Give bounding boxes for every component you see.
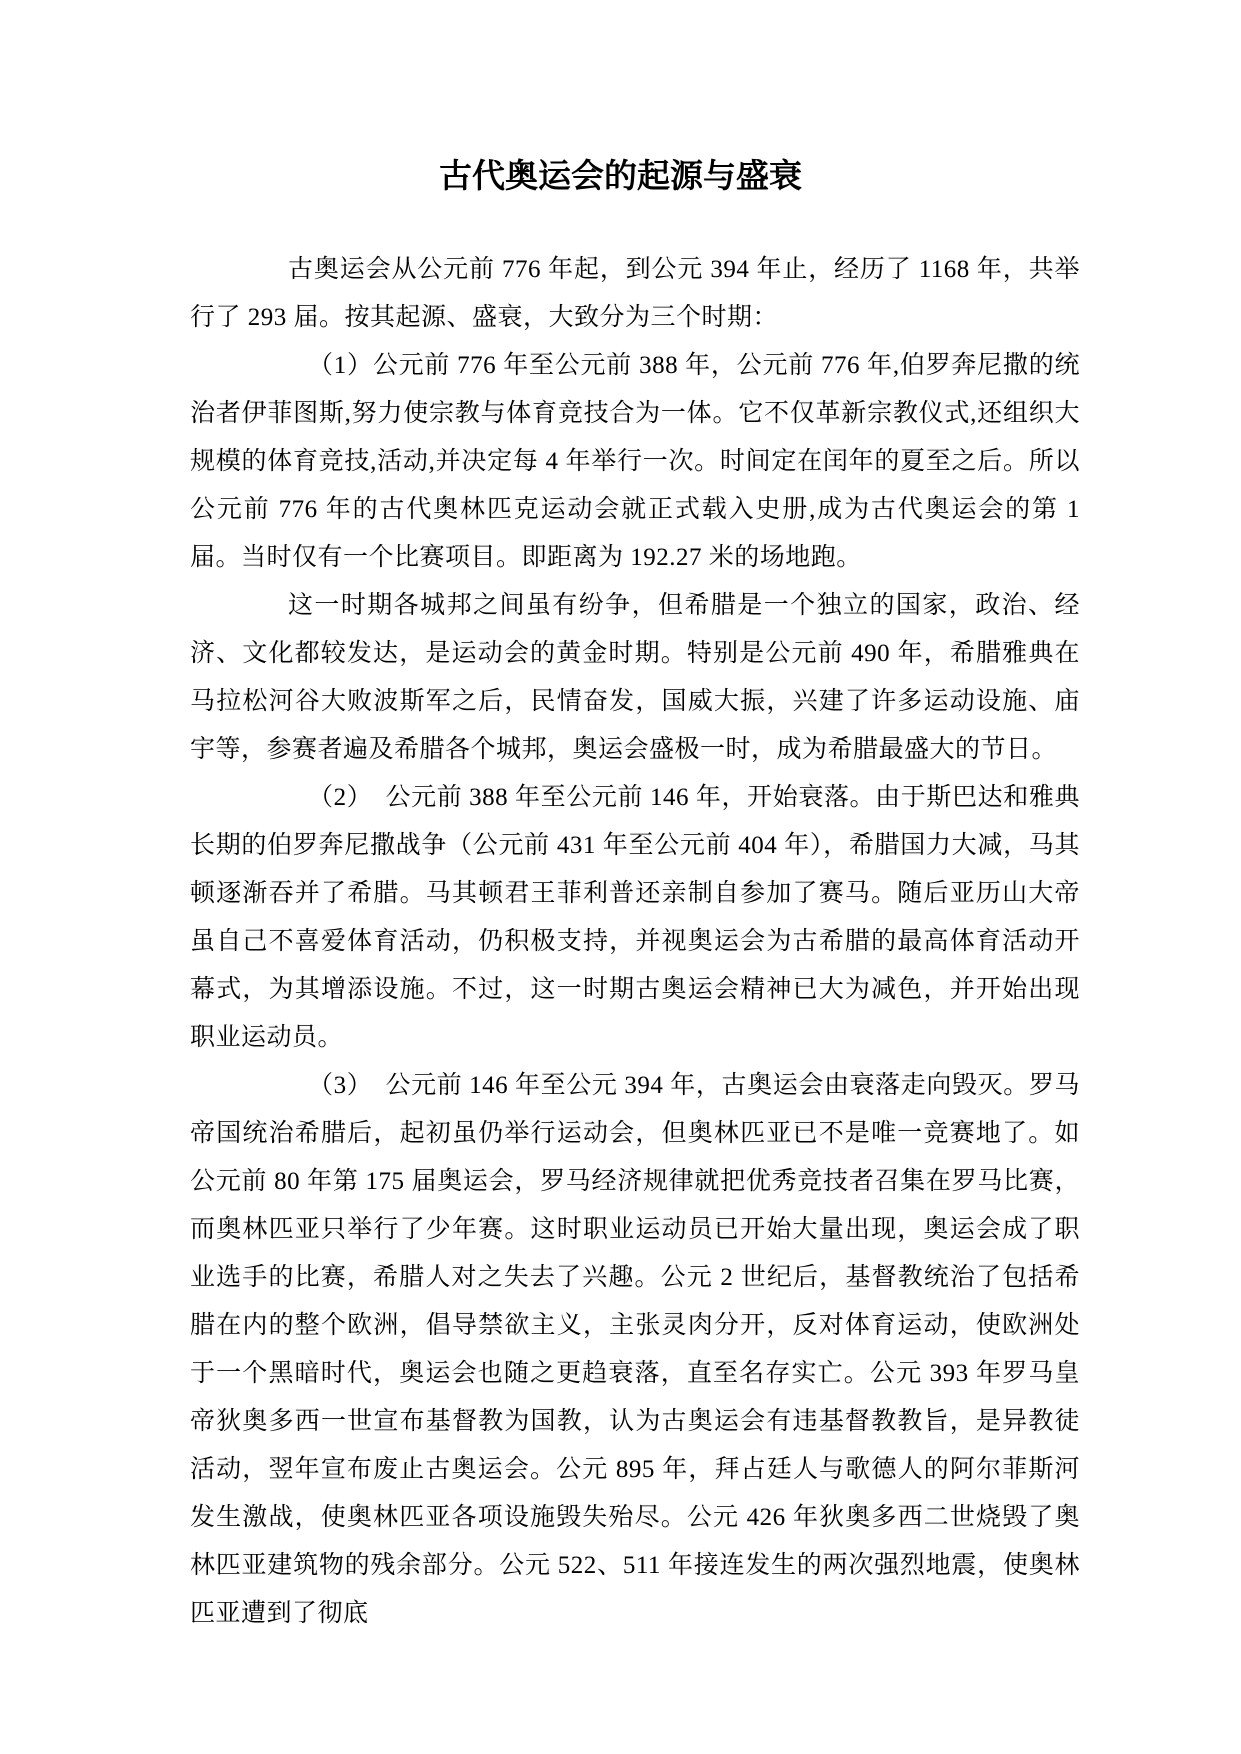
body-paragraph-4: （2） 公元前 388 年至公元前 146 年，开始衰落。由于斯巴达和雅典长期的伯罗奔尼撒战争（公元前 431 年至公元前 404 年），希腊国力大减，马其顿逐渐吞并了希腊。马其顿君王菲利普还亲制自参加了赛马。随后亚历山大帝虽自己不喜爱体育活动，仍积极支持，并视奥运会为古希腊的最高体育活动开幕式，为其增添设施。不过，这一时期古奥运会精神已大为减色，并开始出现职业运动员。: [190, 784, 1080, 1051]
body-paragraph-5: （3） 公元前 146 年至公元 394 年，古奥运会由衰落走向毁灭。罗马帝国统治希腊后，起初虽仍举行运动会，但奥林匹亚已不是唯一竞赛地了。如公元前 80 年第 175 届奥运会，罗马经济规律就把优秀竞技者召集在罗马比赛，而奥林匹亚只举行了少年赛。这时职业运动员已开始大量出现，奥运会成了职业选手的比赛，希腊人对之失去了兴趣。公元 2 世纪后，基督教统治了包括希腊在内的整个欧洲，倡导禁欲主义，主张灵肉分开，反对体育运动，使欧洲处于一个黑暗时代，奥运会也随之更趋衰落，直至名存实亡。公元 393 年罗马皇帝狄奥多西一世宣布基督教为国教，认为古奥运会有违基督教教旨，是异教徒活动，翌年宣布废止古奥运会。公元 895 年，拜占廷人与歌德人的阿尔菲斯河发生激战，使奥林匹亚各项设施毁失殆尽。公元 426 年狄奥多西二世烧毁了奥林匹亚建筑物的残余部分。公元 522、511 年接连发生的两次强烈地震，使奥林匹亚遭到了彻底: [190, 1072, 1080, 1627]
body-paragraph-2: （1）公元前 776 年至公元前 388 年，公元前 776 年,伯罗奔尼撒的统治者伊菲图斯,努力使宗教与体育竞技合为一体。它不仅革新宗教仪式,还组织大规模的体育竞技,活动,并决定每 4 年举行一次。时间定在闰年的夏至之后。所以公元前 776 年的古代奥林匹克运动会就正式载入史册,成为古代奥运会的第 1 届。当时仅有一个比赛项目。即距离为 192.27 米的场地跑。: [190, 352, 1080, 571]
document-title: 古代奥运会的起源与盛衰: [439, 156, 802, 195]
body-paragraph-3: 这一时期各城邦之间虽有纷争，但希腊是一个独立的国家，政治、经济、文化都较发达，是运动会的黄金时期。特别是公元前 490 年，希腊雅典在马拉松河谷大败波斯军之后，民情奋发，国威大振，兴建了许多运动设施、庙宇等，参赛者遍及希腊各个城邦，奥运会盛极一时，成为希腊最盛大的节日。: [190, 592, 1080, 763]
body-paragraph-1: 古奥运会从公元前 776 年起，到公元 394 年止，经历了 1168 年，共举行了 293 届。按其起源、盛衰，大致分为三个时期：: [190, 256, 1080, 331]
